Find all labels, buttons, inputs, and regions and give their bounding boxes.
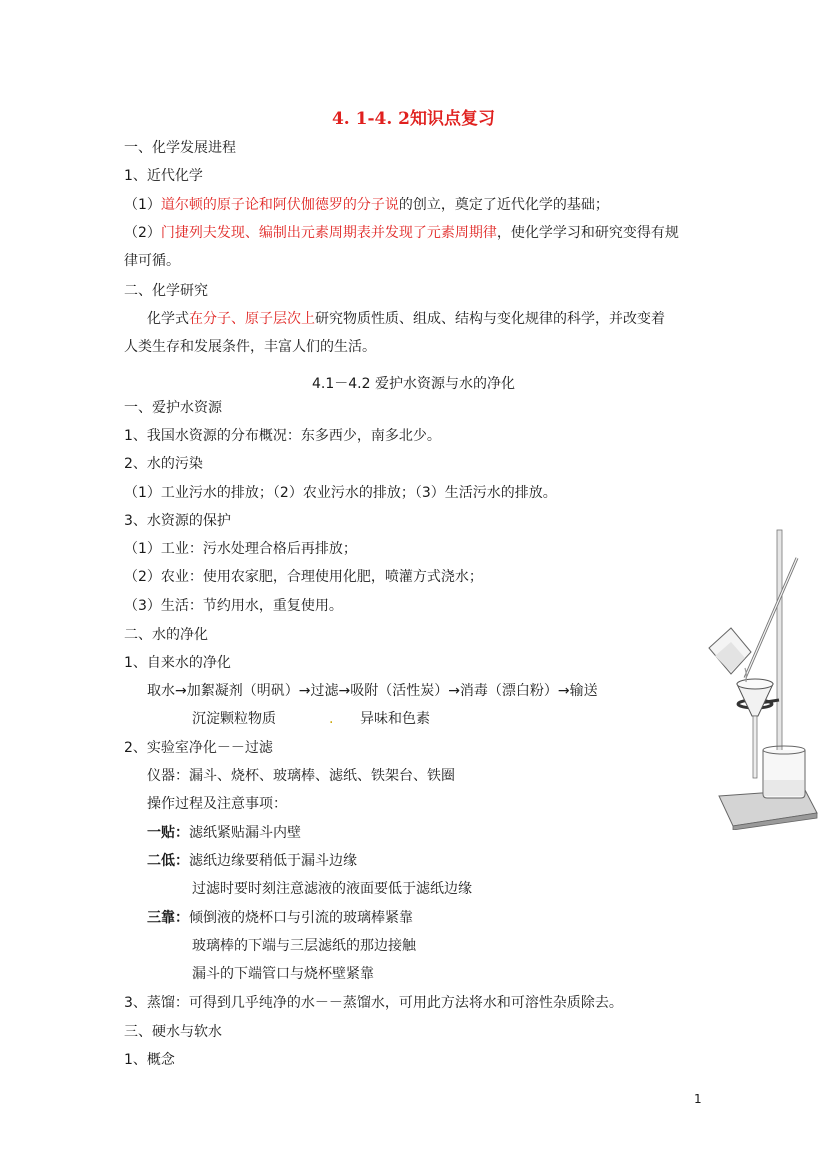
item-text: ，使化学学习和研究变得有规 [496,225,679,241]
part1-heading: 一、爱护水资源 [124,400,222,416]
rule-sankao-2: 玻璃棒的下端与三层滤纸的那边接触 [192,938,416,954]
flow-note-sediment: 沉淀颗粒物质 [192,711,276,727]
rule-erdi-2: 过滤时要时刻注意滤液的液面要低于滤纸边缘 [192,881,472,897]
instrument-list: 仪器：漏斗、烧杯、玻璃棒、滤纸、铁架台、铁圈 [147,768,455,784]
subheading-modern-chemistry: 1、近代化学 [124,168,203,184]
part2-line-1: 1、自来水的净化 [124,655,231,671]
part1-line-2: 2、水的污染 [124,456,203,472]
rule-erdi [147,852,357,870]
section-heading-history: 一、化学发展进程 [124,140,236,156]
rule-text: 滤纸边缘要稍低于漏斗边缘 [189,853,357,869]
section-subtitle: 4.1－4.2 爱护水资源与水的净化 [312,376,515,392]
highlight-text: 门捷列夫发现、编制出元素周期表并发现了元素周期律 [160,225,497,241]
part1-line-5: （1）工业：污水处理合格后再排放； [124,541,357,557]
part2-line-2: 2、实验室净化－－过滤 [124,740,273,756]
highlight-text: 道尔顿的原子论和阿伏伽德罗的分子说 [160,197,399,213]
part1-line-1: 1、我国水资源的分布概况：东多西少，南多北少。 [124,428,441,444]
part1-line-7: （3）生活：节约用水，重复使用。 [124,598,343,614]
part3-heading: 三、硬水与软水 [124,1024,222,1040]
procedure-heading: 操作过程及注意事项： [147,796,287,812]
item-prefix: （1） [124,197,161,213]
rule-yitie [147,824,301,842]
highlight-text: 在分子、原子层次上 [189,311,315,327]
purification-flow: 取水→加絮凝剂（明矾）→过滤→吸附（活性炭）→消毒（漂白粉）→输送 [147,683,598,699]
flow-note-odor: 异味和色素 [360,711,430,727]
page-number: 1 [694,1092,702,1106]
rule-sankao-3: 漏斗的下端管口与烧杯壁紧靠 [192,966,374,982]
item-periodic-table [124,224,679,242]
part2-heading: 二、水的净化 [124,627,208,643]
flow-note-dot: . [329,711,334,727]
page-title: 4. 1-4. 2知识点复习 [331,109,496,129]
research-paragraph [147,310,665,328]
rule-label: 一贴： [147,825,189,841]
item-periodic-table-cont: 律可循。 [124,253,180,269]
filtration-apparatus-image [705,528,819,830]
research-paragraph-cont: 人类生存和发展条件，丰富人们的生活。 [124,339,376,355]
part1-line-3: （1）工业污水的排放；（2）农业污水的排放；（3）生活污水的排放。 [124,485,557,501]
item-text: 的创立，奠定了近代化学的基础； [398,197,609,213]
paragraph-text: 化学式 [147,311,189,327]
rule-text: 滤纸紧贴漏斗内壁 [189,825,301,841]
part1-line-6: （2）农业：使用农家肥，合理使用化肥，喷灌方式浇水； [124,569,483,585]
paragraph-text: 研究物质性质、组成、结构与变化规律的科学，并改变着 [315,311,665,327]
item-prefix: （2） [124,225,161,241]
rule-sankao [147,909,413,927]
part1-line-4: 3、水资源的保护 [124,513,231,529]
rule-text: 倾倒液的烧杯口与引流的玻璃棒紧靠 [189,910,413,926]
section-heading-research: 二、化学研究 [124,283,208,299]
rule-label: 三靠： [147,910,189,926]
item-atomic-theory [124,196,609,214]
part2-line-3: 3、蒸馏：可得到几乎纯净的水－－蒸馏水，可用此方法将水和可溶性杂质除去。 [124,995,623,1011]
part3-line-1: 1、概念 [124,1052,175,1068]
rule-label: 二低： [147,853,189,869]
